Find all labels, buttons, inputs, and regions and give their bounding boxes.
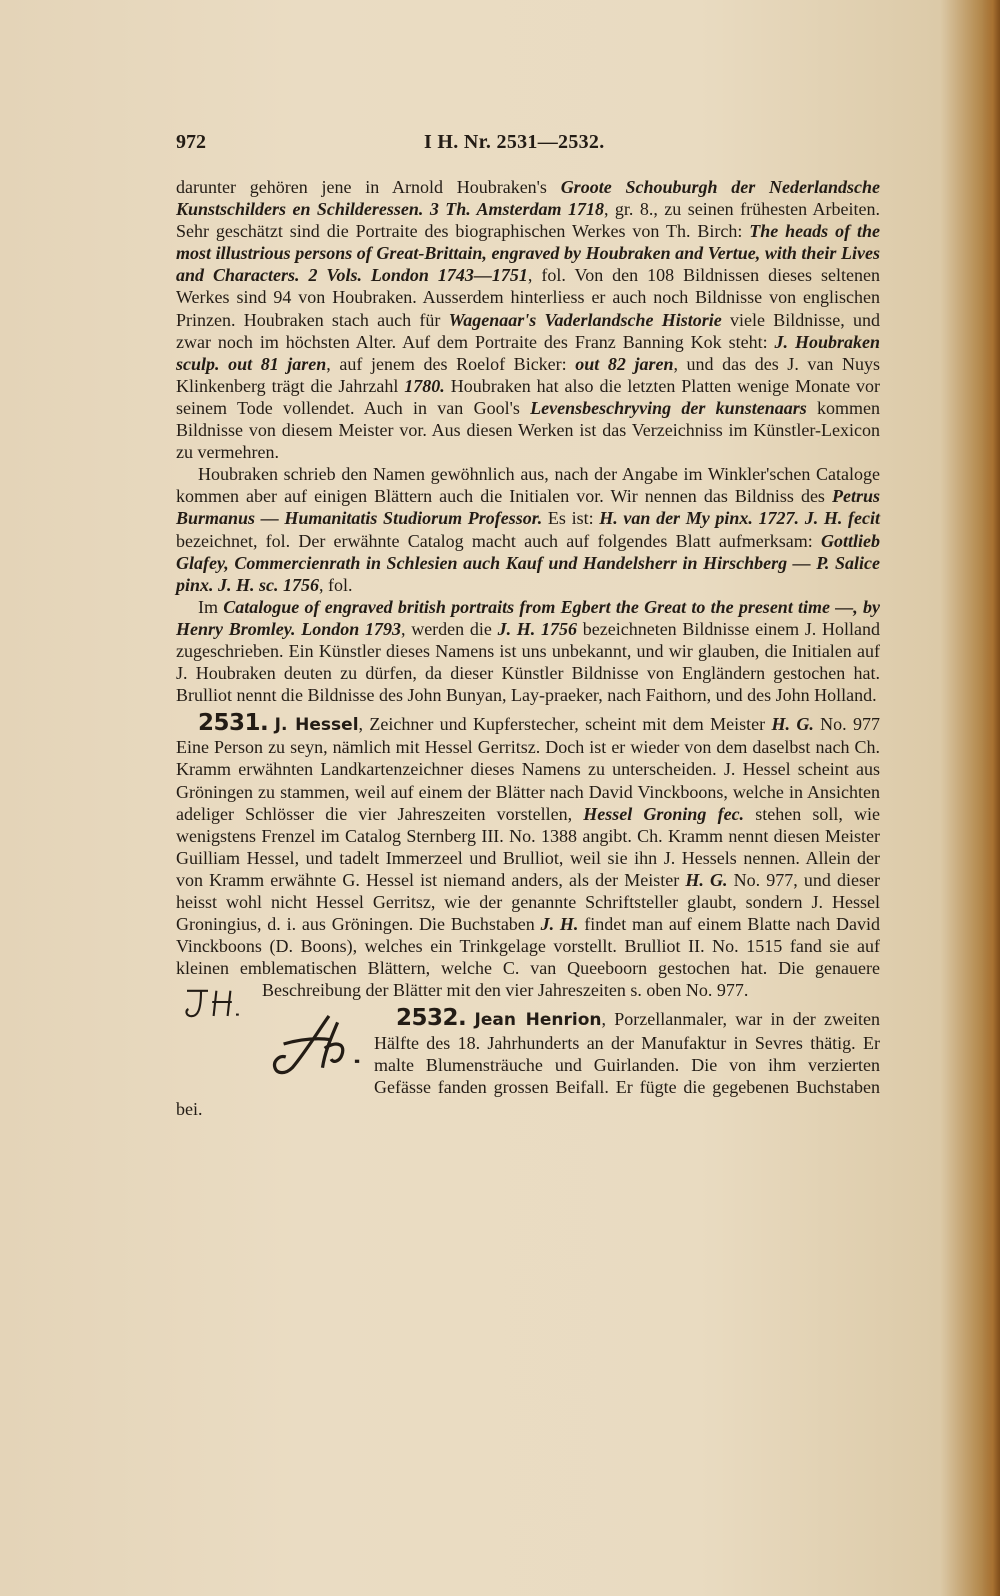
paragraph-1: [176, 176, 880, 463]
italic-citation: Catalogue of engraved british portraits from Egbert the Great to the present time —, by Henry Bromley. London 1793: [176, 596, 880, 639]
italic-citation: The heads of the most illustrious persons of Great-Brittain, engraved by Houbraken and Vertue, with their Lives and Characters. 2 Vols. London 1743—1751: [176, 221, 880, 286]
text-run: viele Bildnisse, und zwar noch im höchsten Alter. Auf dem Portraite des Franz Banning Kok steht:: [176, 309, 880, 352]
text-run: findet man auf einem Blatte nach David Vinckboons (D. Boons), welches ein Trinkgelage vorstellt. Brulliot II. No. 1515 fand sie auf kleinen emblematischen Blättern, welche C. van Queeboorn gestochen hat. Die genauere Beschreibung der Blätter mit den vier Jahreszeiten s. oben No. 977.: [176, 914, 880, 1001]
text-run: No. 977 Eine Person zu seyn, nämlich mit Hessel Gerritsz. Doch ist er wieder von dem daselbst nach Ch. Kramm erwähnten Landkartenzeichner dieses Namens zu unterscheiden. J. Hessel scheint aus Gröningen zu stammen, weil auf einem der Blätter nach David Vinckboons, welche in Ansichten adeliger Schlösser die vier Jahreszeiten vorstellen,: [176, 714, 881, 824]
text-run: , auf jenem des Roelof Bicker:: [326, 353, 576, 374]
text-run: , werden die: [400, 618, 498, 639]
text-run: , fol.: [319, 574, 353, 595]
italic-citation: H. van der My pinx. 1727. J. H. fecit: [599, 508, 880, 529]
entry-text: , Porzellanmaler, war in der zweiten Hälfte des 18. Jahrhunderts an der Manufaktur in Sevres thätig. Er malte Blumensträuche und Guirlanden. Die von ihm verzierten Gefässe fanden grossen Beifall. Er fügte die gegebenen Buchstaben bei.: [176, 1009, 880, 1119]
text-run: , fol. Von den 108 Bildnissen dieses seltenen Werkes sind 94 von Houbraken. Ausserdem hinterliess er auch noch Bildnisse von englischen Prinzen. Houbraken stach auch für: [176, 265, 880, 330]
italic-citation: out 82 jaren: [575, 353, 674, 374]
page-number: 972: [176, 131, 206, 153]
header-title: I H. Nr. 2531—2532.: [424, 131, 605, 153]
paragraph-3: [176, 596, 880, 706]
artist-name: Jean Henrion: [474, 1010, 602, 1031]
artist-name: J. Hessel: [274, 715, 359, 736]
paragraph-2: [176, 463, 880, 596]
monogram-jh-mark: [174, 981, 256, 1023]
text-run: Im: [198, 596, 224, 617]
text-run: , gr. 8., zu seinen frühesten Arbeiten. Sehr geschätzt sind die Portraite des biographischen Werkes von Th. Birch:: [176, 199, 880, 242]
text-run: bezeichnet, fol. Der erwähnte Catalog macht auch auf folgendes Blatt aufmerksam:: [176, 530, 821, 551]
text-run: Es ist:: [542, 508, 600, 529]
italic-citation: Levensbeschryving der kunstenaars: [530, 397, 807, 418]
entry-number: 2532.: [396, 1005, 467, 1032]
text-run: Houbraken hat also die letzten Platten wenige Monate vor seinem Tode vollendet. Auch in van Gool's: [176, 375, 880, 418]
italic-citation: Hessel Groning fec.: [583, 803, 745, 824]
entry-2531: [176, 712, 880, 1001]
monogram-jh-script-mark: [262, 1009, 370, 1079]
italic-citation: 1780.: [404, 375, 445, 396]
text-run: kommen Bildnisse von diesem Meister vor. Aus diesen Werken ist das Verzeichniss im Künstler-Lexicon zu vermehren.: [176, 397, 880, 463]
text-run: No. 977, und dieser heisst wohl nicht Hessel Gerritsz, wie der genannte Schriftsteller glaubt, sondern J. Hessel Groningius, d. i. aus Gröningen. Die Buchstaben: [176, 869, 880, 935]
running-header: [176, 131, 880, 161]
text-run: stehen soll, wie wenigstens Frenzel im Catalog Sternberg III. No. 1388 angibt. Ch. Kramm nennt diesen Meister Guilliam Hessel, und tadelt Immerzeel und Brulliot, weil sie ihn J. Hessels nennen. Allein der von Kramm erwähnte G. Hessel ist niemand anders, als der Meister: [176, 803, 880, 890]
entry-text: [176, 714, 880, 1000]
body-text: [176, 176, 880, 1120]
text-run: darunter gehören jene in Arnold Houbraken's: [176, 177, 561, 197]
entry-number: 2531.: [198, 710, 269, 737]
italic-citation: J. H.: [540, 914, 579, 935]
italic-citation: H. G.: [771, 714, 814, 735]
text-run: , Zeichner und Kupferstecher, scheint mit dem Meister: [358, 714, 772, 735]
italic-citation: Petrus Burmanus — Humanitatis Studiorum Professor.: [176, 486, 880, 529]
italic-citation: H. G.: [685, 869, 728, 890]
italic-citation: J. H. 1756: [497, 618, 578, 639]
italic-citation: J. Houbraken sculp. out 81 jaren: [176, 331, 880, 374]
text-run: , und das des J. van Nuys Klinkenberg trägt die Jahrzahl: [176, 353, 880, 396]
italic-citation: Wagenaar's Vaderlandsche Historie: [448, 309, 722, 330]
entry-2532: [176, 1007, 880, 1119]
page-edge: [982, 0, 1000, 1596]
text-run: bezeichneten Bildnisse einem J. Holland zugeschrieben. Ein Künstler dieses Namens ist uns unbekannt, und wir glauben, die Initialen auf J. Houbraken deuten zu dürfen, da dieser Künstler Bildnisse von Engländern gestochen hat. Brulliot nennt die Bildnisse des John Bunyan, Lay-praeker, nach Faithorn, und des John Holland.: [176, 618, 881, 706]
text-run: Houbraken schrieb den Namen gewöhnlich aus, nach der Angabe im Winkler'schen Cataloge kommen aber auf einigen Blättern auch die Initialen vor. Wir nennen das Bildniss des: [176, 464, 880, 507]
italic-citation: Groote Schouburgh der Nederlandsche Kunstschilders en Schilderessen. 3 Th. Amsterdam 1718: [176, 177, 880, 220]
italic-citation: Gottlieb Glafey, Commercienrath in Schlesien auch Kauf und Handelsherr in Hirschberg — P. Salice pinx. J. H. sc. 1756: [176, 530, 880, 595]
